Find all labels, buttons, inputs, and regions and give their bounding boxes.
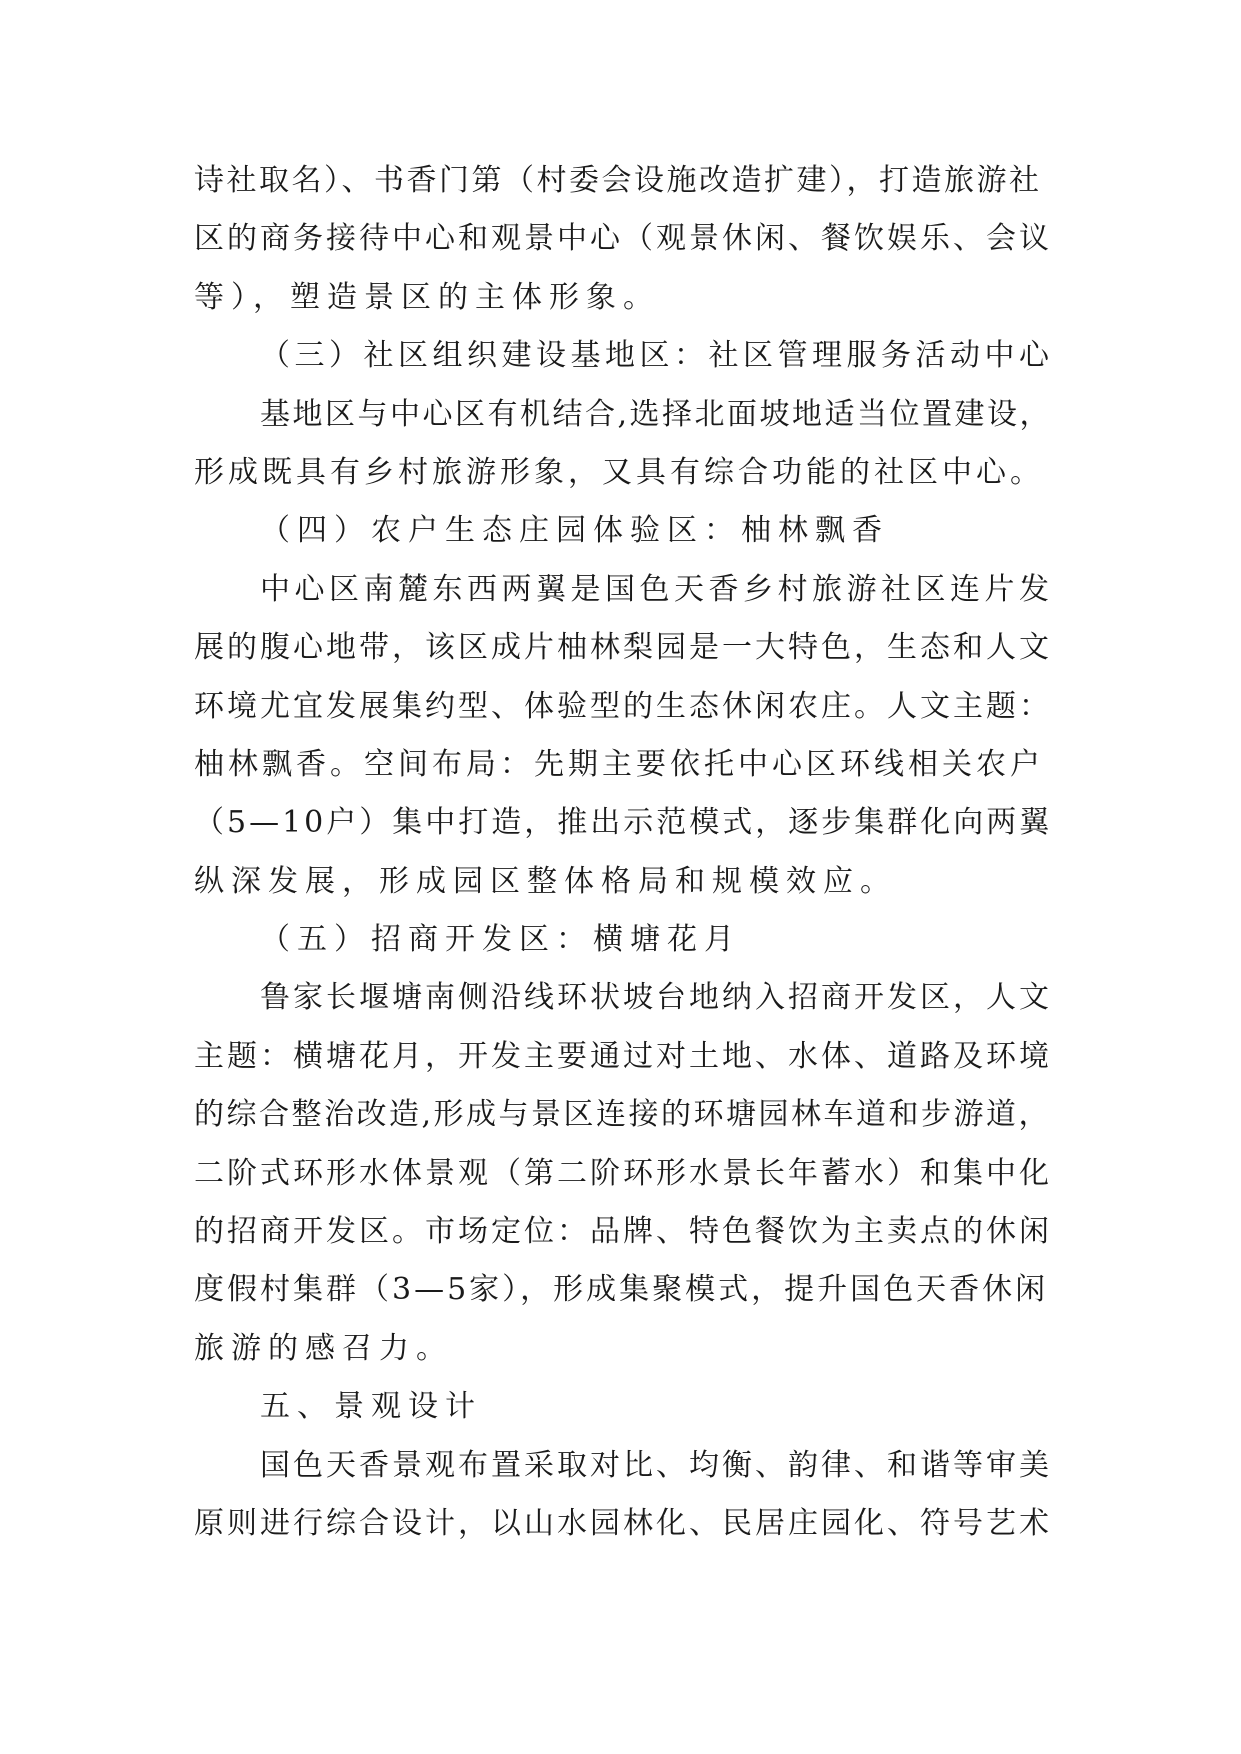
text-line: 区的商务接待中心和观景中心（观景休闲、餐饮娱乐、会议: [194, 221, 1052, 257]
text-line: 形成既具有乡村旅游形象，又具有综合功能的社区中心。: [194, 454, 1044, 490]
text-line: 纵深发展，形成园区整体格局和规模效应。: [194, 863, 897, 899]
text-line: 度假村集群（3—5家），形成集聚模式，提升国色天香休闲: [194, 1272, 1049, 1308]
text-line: 中心区南麓东西两翼是国色天香乡村旅游社区连片发: [260, 571, 1054, 607]
text-line: 的招商开发区。市场定位：品牌、特色餐饮为主卖点的休闲: [194, 1214, 1052, 1250]
text-line: 五、景观设计: [260, 1389, 482, 1425]
text-line: 柚林飘香。空间布局：先期主要依托中心区环线相关农户: [194, 746, 1044, 782]
text-line: 鲁家长堰塘南侧沿线环状坡台地纳入招商开发区，人文: [260, 980, 1052, 1016]
text-line: 环境尤宜发展集约型、体验型的生态休闲农庄。人文主题：: [194, 688, 1052, 724]
text-line: 诗社取名）、书香门第（村委会设施改造扩建），打造旅游社: [194, 163, 1042, 198]
text-line: 主题：横塘花月，开发主要通过对土地、水体、道路及环境: [194, 1038, 1052, 1074]
text-line: 等），塑造景区的主体形象。: [194, 279, 660, 315]
text-line: （三）社区组织建设基地区：社区管理服务活动中心: [260, 338, 1054, 374]
text-line: 二阶式环形水体景观（第二阶环形水景长年蓄水）和集中化: [194, 1155, 1052, 1191]
text-line: 的综合整治改造,形成与景区连接的环塘园林车道和步游道，: [194, 1097, 1052, 1133]
text-line: （5—10户）集中打造，推出示范模式，逐步集群化向两翼: [194, 805, 1053, 841]
text-line: 展的腹心地带，该区成片柚林梨园是一大特色，生态和人文: [194, 630, 1052, 666]
text-line: 旅游的感召力。: [194, 1330, 453, 1366]
text-line: 国色天香景观布置采取对比、均衡、韵律、和谐等审美: [260, 1447, 1052, 1483]
text-line: 基地区与中心区有机结合,选择北面坡地适当位置建设，: [260, 396, 1053, 432]
body-text: [194, 152, 1054, 1553]
text-line: 原则进行综合设计，以山水园林化、民居庄园化、符号艺术: [194, 1505, 1052, 1541]
text-line: （五）招商开发区：横塘花月: [260, 922, 741, 958]
text-line: （四）农户生态庄园体验区：柚林飘香: [260, 513, 889, 549]
